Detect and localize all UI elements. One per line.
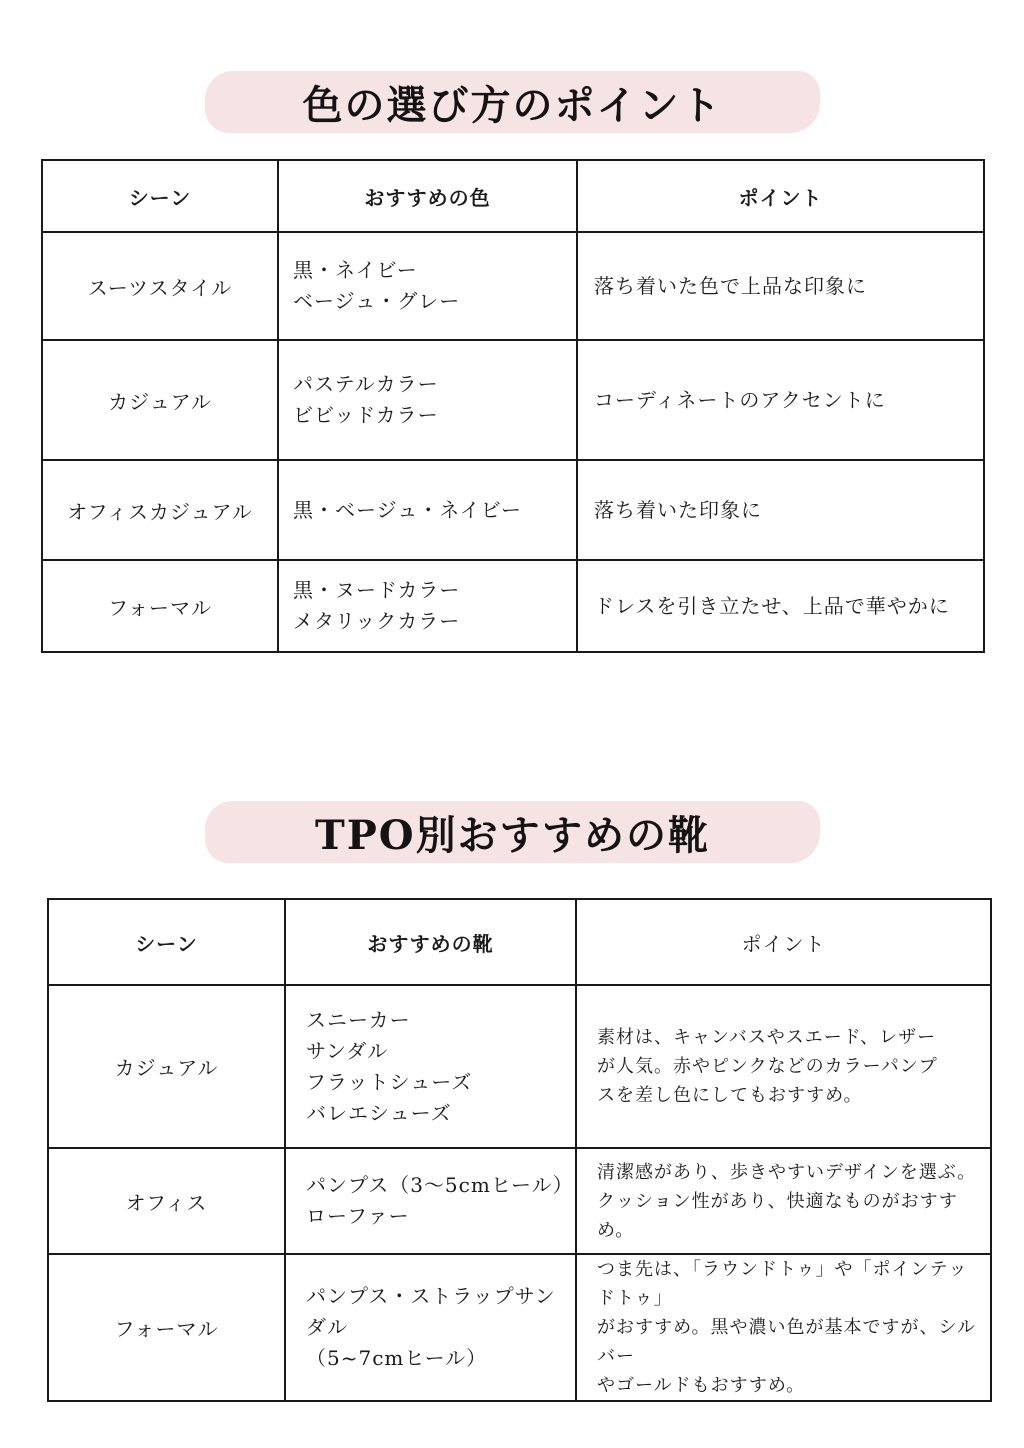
point-cell [577,460,984,560]
color-line: ベージュ・グレー [293,289,461,313]
point-line: 落ち着いた印象に [594,497,762,522]
scene-cell: カジュアル [42,340,278,460]
shoe-recommendation-table [47,898,992,1402]
table-header-row [42,160,984,232]
table-row [42,340,984,460]
table-row [48,985,991,1148]
colors-cell [278,560,577,652]
scene-cell: オフィスカジュアル [42,460,278,560]
point-line: が人気。赤やピンクなどのカラーパンプ [597,1056,938,1077]
point-line: スを差し色にしてもおすすめ。 [597,1085,863,1106]
shoe-line: サンダル [306,1038,389,1063]
shoe-line: バレエシューズ [306,1100,452,1125]
table-row [42,460,984,560]
header-scene: シーン [48,899,285,985]
colors-cell [278,340,577,460]
colors-cell [278,232,577,340]
color-line: ビビッドカラー [293,403,439,427]
header-scene: シーン [42,160,278,232]
point-cell [577,560,984,652]
shoe-line: スニーカー [306,1007,411,1032]
scene-cell: カジュアル [48,985,285,1148]
scene-cell: オフィス [48,1148,285,1254]
point-line: がおすすめ。黒や濃い色が基本ですが、シルバー [597,1317,977,1367]
shoes-cell [285,1148,576,1254]
point-line: 清潔感があり、歩きやすいデザインを選ぶ。 [597,1161,977,1183]
color-line: 黒・ネイビー [293,258,418,282]
point-line: コーディネートのアクセントに [594,387,886,412]
color-line: 黒・ベージュ・ネイビー [293,497,522,522]
point-line: 落ち着いた色で上品な印象に [594,273,867,298]
shoe-line: （5~7cmヒール） [306,1346,488,1370]
shoe-line: パンプス（3～5cmヒール） [306,1173,574,1197]
shoes-cell [285,985,576,1148]
scene-cell: スーツスタイル [42,232,278,340]
point-line: やゴールドもおすすめ。 [597,1375,806,1396]
shoe-line: ローファー [306,1204,410,1228]
point-line: つま先は、「ラウンドトゥ」や「ポインテッドトゥ」 [597,1259,968,1309]
scene-cell: フォーマル [42,560,278,652]
header-recommended-shoes: おすすめの靴 [285,899,576,985]
color-points-table [41,159,985,653]
scene-cell: フォーマル [48,1254,285,1401]
color-line: パステルカラー [293,372,439,396]
header-point: ポイント [577,160,984,232]
table-row [48,1148,991,1254]
table-row [48,1254,991,1401]
point-cell [577,340,984,460]
shoe-line: パンプス・ストラップサンダル [306,1284,556,1339]
shoe-line: フラットシューズ [306,1069,473,1094]
point-line: クッション性があり、快適なものがおすすめ。 [597,1190,958,1241]
colors-cell [278,460,577,560]
section-title-colors: 色の選び方のポイント [205,71,820,133]
point-cell [576,1254,991,1401]
point-cell [576,1148,991,1254]
table-row [42,232,984,340]
header-point: ポイント [576,899,991,985]
shoes-cell [285,1254,576,1401]
header-recommended-color: おすすめの色 [278,160,577,232]
table-header-row [48,899,991,985]
section-title-shoes: TPO別おすすめの靴 [205,801,820,863]
table-row [42,560,984,652]
point-cell [576,985,991,1148]
color-line: 黒・ヌードカラー [293,578,461,602]
color-line: メタリックカラー [293,609,461,633]
point-line: ドレスを引き立たせ、上品で華やかに [594,593,950,618]
point-cell [577,232,984,340]
point-line: 素材は、キャンバスやスエード、レザー [597,1027,937,1048]
